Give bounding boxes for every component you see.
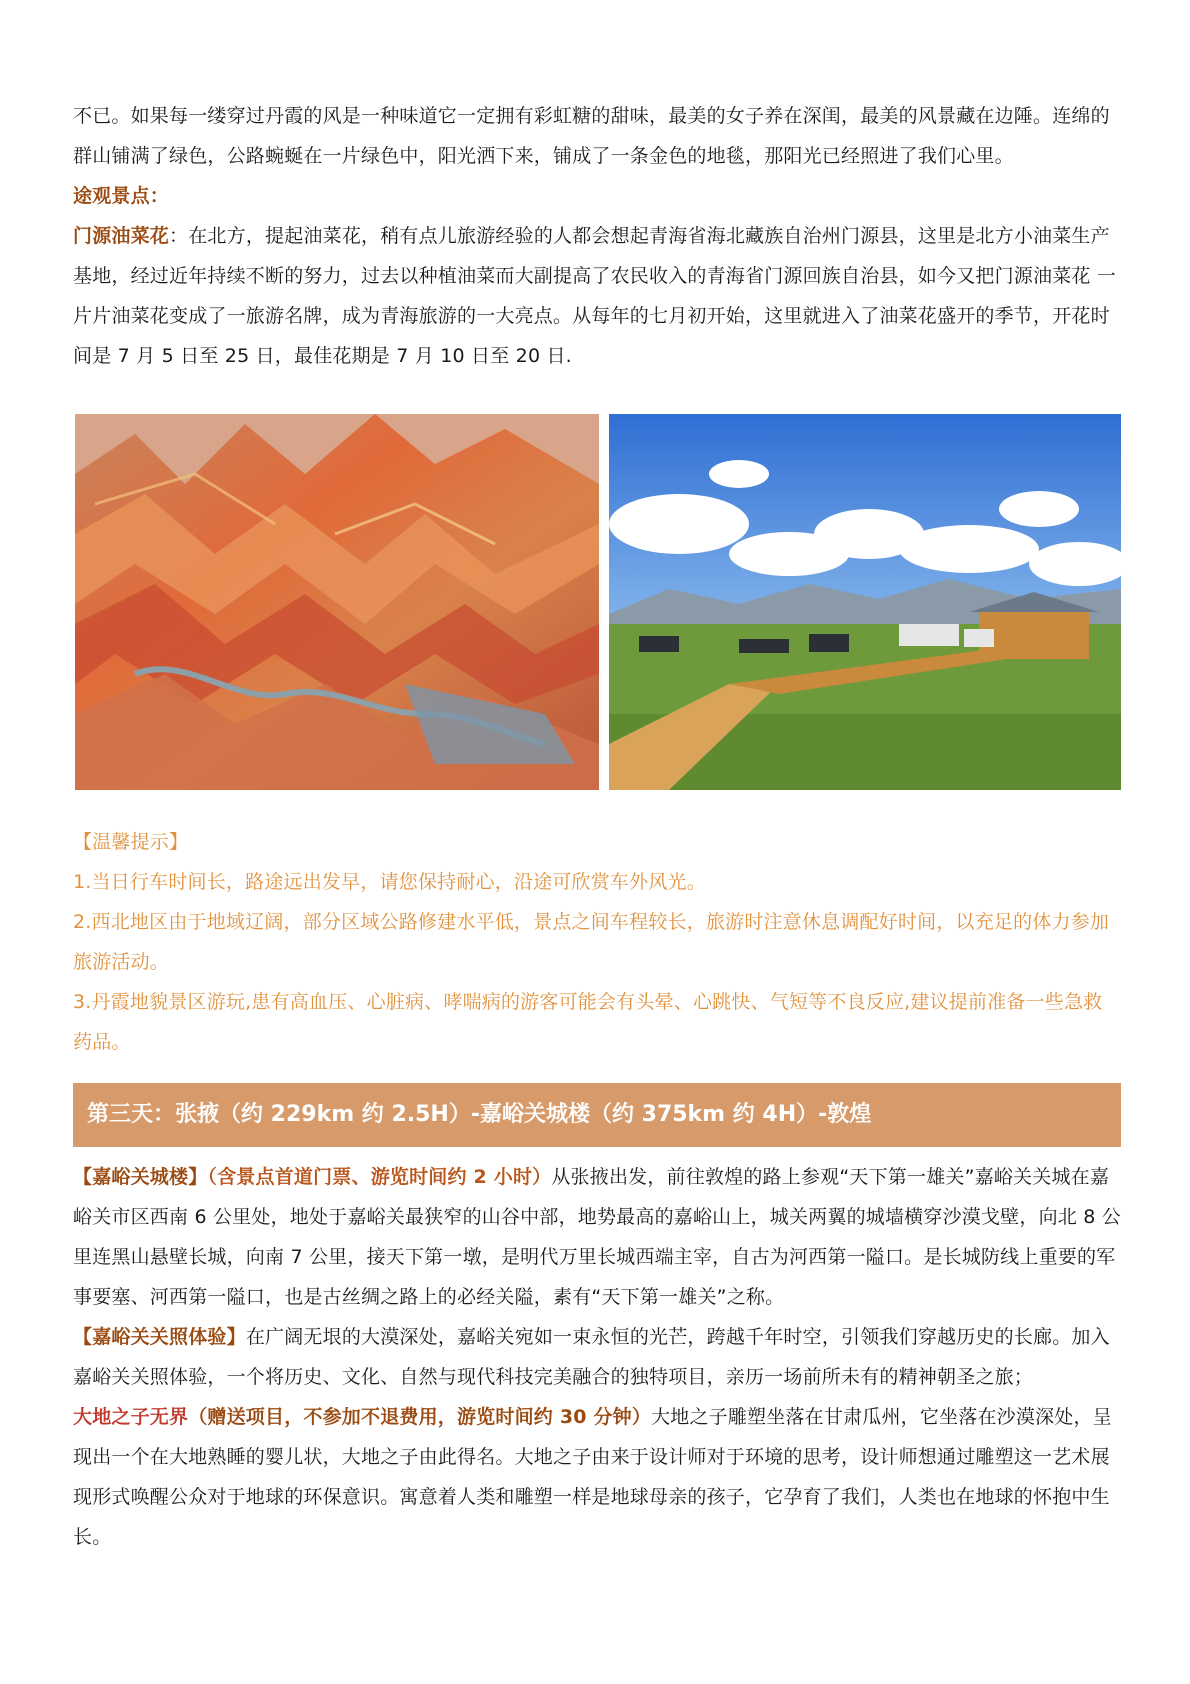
jiayuguan-text: 从张掖出发，前往敦煌的路上参观“天下第一雄关”嘉峪关关城在嘉峪关市区西南 6 公里处，地处于嘉峪关最狭窄的山谷中部，地势最高的嘉峪山上，城关两翼的城墙横穿沙漠戈壁，向北 8 公里连黑山悬壁长城，向南 7 公里，接天下第一墩，是明代万里长城西端主宰，自古为河西第一隘口。是长城防线上重要的军事要塞、河西第一隘口，也是古丝绸之路上的必经关隘，素有“天下第一雄关”之称。 [73,1166,1121,1308]
menyuan-title: 门源油菜花 [73,225,170,247]
photo-experience-text: 在广阔无垠的大漠深处，嘉峪关宛如一束永恒的光芒，跨越千年时空，引领我们穿越历史的长廊。加入嘉峪关关照体验，一个将历史、文化、自然与现代科技完美融合的独特项目，亲历一场前所未有的精神朝圣之旅； [73,1326,1110,1388]
photo-experience-paragraph [73,1317,1121,1397]
tip-item: 2.西北地区由于地域辽阔，部分区域公路修建水平低，景点之间车程较长，旅游时注意休息调配好时间，以充足的体力参加旅游活动。 [73,911,1110,973]
earth-child-title: 大地之子无界 [73,1406,189,1428]
day3-title-bar: 第三天：张掖（约 229km 约 2.5H）-嘉峪关城楼（约 375km 约 4H）-敦煌 [73,1083,1121,1147]
danxia-photo [75,414,599,790]
tips-title: 【温馨提示】 [73,831,189,853]
day3-section [73,1157,1121,1557]
photo-row [75,414,1121,790]
earth-child-paragraph [73,1397,1121,1557]
menyuan-photo [609,414,1121,790]
sights-section [73,176,1121,376]
sights-heading: 途观景点： [73,185,170,207]
tip-item: 1.当日行车时间长，路途远出发早，请您保持耐心，沿途可欣赏车外风光。 [73,871,706,893]
jiayuguan-paragraph [73,1157,1121,1317]
menyuan-paragraph [73,216,1121,376]
menyuan-text: ：在北方，提起油菜花，稍有点儿旅游经验的人都会想起青海省海北藏族自治州门源县，这里是北方小油菜生产基地，经过近年持续不断的努力，过去以种植油菜而大副提高了农民收入的青海省门源回族自治县，如今又把门源油菜花 一片片油菜花变成了一旅游名牌，成为青海旅游的一大亮点。从每年的七月初开始，这里就进入了油菜花盛开的季节，开花时间是 7 月 5 日至 25 日，最佳花期是 7 月 10 日至 20 日. [73,225,1117,367]
tips-section [73,822,1121,1062]
photo-experience-title: 【嘉峪关关照体验】 [73,1326,246,1348]
jiayuguan-note: （含景点首道门票、游览时间约 2 小时） [207,1166,552,1188]
earth-child-text: 大地之子雕塑坐落在甘肃瓜州，它坐落在沙漠深处，呈现出一个在大地熟睡的婴儿状，大地之子由此得名。大地之子由来于设计师对于环境的思考，设计师想通过雕塑这一艺术展现形式唤醒公众对于地球的环保意识。寓意着人类和雕塑一样是地球母亲的孩子，它孕育了我们，人类也在地球的怀抱中生长。 [73,1406,1112,1548]
earth-child-note: （赠送项目，不参加不退费用，游览时间约 30 分钟） [188,1406,652,1428]
tip-item: 3.丹霞地貌景区游玩,患有高血压、心脏病、哮喘病的游客可能会有头晕、心跳快、气短等不良反应,建议提前准备一些急救药品。 [73,991,1103,1053]
jiayuguan-title: 【嘉峪关城楼】 [73,1166,208,1188]
intro-paragraph: 不已。如果每一缕穿过丹霞的风是一种味道它一定拥有彩虹糖的甜味，最美的女子养在深闺，最美的风景藏在边陲。连绵的群山铺满了绿色，公路蜿蜒在一片绿色中，阳光洒下来，铺成了一条金色的地毯，那阳光已经照进了我们心里。 [73,105,1110,167]
